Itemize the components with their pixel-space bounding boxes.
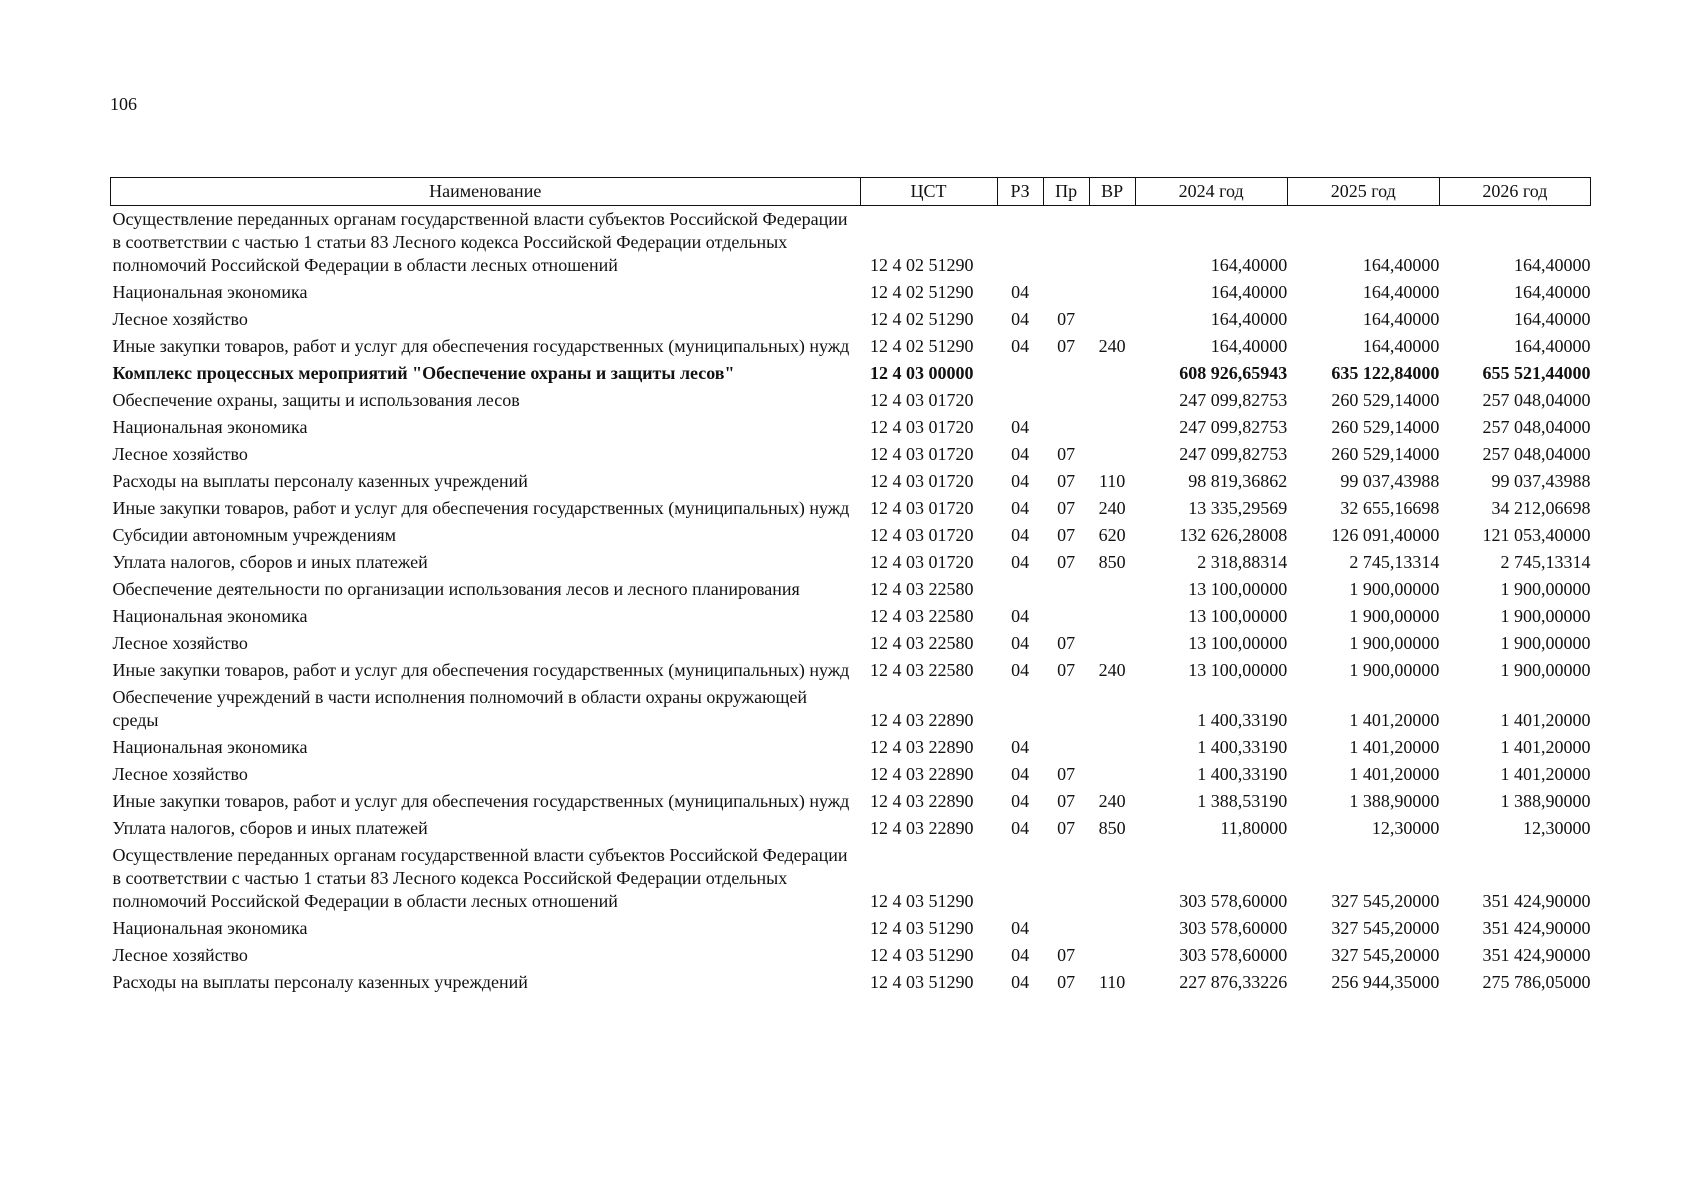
table-row xyxy=(111,842,1591,915)
cell-pr xyxy=(1043,842,1089,915)
cell-vr xyxy=(1089,279,1135,306)
cell-2024: 303 578,60000 xyxy=(1179,918,1288,938)
header-2026: 2026 год xyxy=(1439,178,1590,206)
cell-cst: 12 4 02 51290 xyxy=(870,336,974,356)
cell-name: Уплата налогов, сборов и иных платежей xyxy=(112,552,428,572)
cell-2026: 351 424,90000 xyxy=(1482,945,1591,965)
cell-cst: 12 4 03 01720 xyxy=(870,444,974,464)
table-row xyxy=(111,522,1591,549)
cell-2024: 98 819,36862 xyxy=(1188,471,1288,491)
cell-2025: 635 122,84000 xyxy=(1331,363,1440,383)
cell-2026: 257 048,04000 xyxy=(1482,390,1591,410)
cell-vr: 620 xyxy=(1098,525,1126,545)
cell-2026: 1 388,90000 xyxy=(1500,791,1591,811)
cell-vr xyxy=(1089,915,1135,942)
cell-rz xyxy=(997,684,1043,734)
cell-pr: 07 xyxy=(1057,791,1076,811)
cell-pr: 07 xyxy=(1057,818,1076,838)
cell-cst: 12 4 03 22890 xyxy=(870,737,974,757)
cell-name: Иные закупки товаров, работ и услуг для обеспечения государственных (муниципальных) нужд xyxy=(112,498,850,518)
cell-2024: 13 100,00000 xyxy=(1188,660,1288,680)
table-row xyxy=(111,414,1591,441)
cell-cst: 12 4 03 51290 xyxy=(870,918,974,938)
cell-2025: 164,40000 xyxy=(1362,282,1440,302)
cell-cst: 12 4 03 22890 xyxy=(870,710,974,730)
cell-pr xyxy=(1043,206,1089,280)
cell-name: Лесное хозяйство xyxy=(112,764,248,784)
table-row xyxy=(111,333,1591,360)
cell-2026: 2 745,13314 xyxy=(1500,552,1591,572)
cell-name: Национальная экономика xyxy=(112,918,308,938)
cell-2026: 257 048,04000 xyxy=(1482,417,1591,437)
cell-2026: 121 053,40000 xyxy=(1482,525,1591,545)
cell-rz: 04 xyxy=(1011,444,1030,464)
cell-2026: 34 212,06698 xyxy=(1491,498,1591,518)
header-rz: РЗ xyxy=(997,178,1043,206)
cell-cst: 12 4 03 22580 xyxy=(870,660,974,680)
cell-vr xyxy=(1089,206,1135,280)
cell-2025: 12,30000 xyxy=(1371,818,1440,838)
cell-2025: 260 529,14000 xyxy=(1331,417,1440,437)
cell-2024: 247 099,82753 xyxy=(1179,390,1288,410)
cell-pr: 07 xyxy=(1057,309,1076,329)
cell-rz: 04 xyxy=(1011,737,1030,757)
cell-rz: 04 xyxy=(1011,552,1030,572)
cell-rz xyxy=(997,206,1043,280)
cell-pr: 07 xyxy=(1057,444,1076,464)
cell-2025: 1 900,00000 xyxy=(1349,633,1440,653)
cell-pr: 07 xyxy=(1057,660,1076,680)
cell-rz: 04 xyxy=(1011,818,1030,838)
table-row xyxy=(111,630,1591,657)
cell-2026: 275 786,05000 xyxy=(1482,972,1591,992)
cell-vr xyxy=(1089,414,1135,441)
header-vr: ВР xyxy=(1089,178,1135,206)
cell-2024: 247 099,82753 xyxy=(1179,417,1288,437)
cell-2026: 1 900,00000 xyxy=(1500,660,1591,680)
header-cst: ЦСТ xyxy=(860,178,997,206)
table-row xyxy=(111,360,1591,387)
cell-pr: 07 xyxy=(1057,525,1076,545)
cell-2025: 1 900,00000 xyxy=(1349,606,1440,626)
cell-2024: 13 100,00000 xyxy=(1188,579,1288,599)
cell-vr: 240 xyxy=(1098,660,1126,680)
cell-2024: 303 578,60000 xyxy=(1179,891,1288,911)
cell-rz: 04 xyxy=(1011,633,1030,653)
cell-2024: 2 318,88314 xyxy=(1197,552,1288,572)
cell-vr xyxy=(1089,603,1135,630)
cell-2024: 164,40000 xyxy=(1210,336,1288,356)
table-body xyxy=(111,206,1591,997)
cell-rz xyxy=(997,576,1043,603)
cell-2026: 164,40000 xyxy=(1514,336,1591,356)
cell-rz: 04 xyxy=(1011,764,1030,784)
cell-name: Осуществление переданных органам государственной власти субъектов Российской Федерации в соответствии с частью 1 статьи 83 Лесного кодекса Российской Федерации отдельных полномочий Российской Федерации в области лесных отношений xyxy=(112,845,848,911)
cell-name: Иные закупки товаров, работ и услуг для обеспечения государственных (муниципальных) нужд xyxy=(112,336,850,356)
cell-pr: 07 xyxy=(1057,498,1076,518)
cell-vr xyxy=(1089,360,1135,387)
cell-pr xyxy=(1043,576,1089,603)
cell-pr xyxy=(1043,414,1089,441)
header-name: Наименование xyxy=(111,178,861,206)
cell-name: Национальная экономика xyxy=(112,417,308,437)
cell-2026: 164,40000 xyxy=(1514,255,1591,275)
cell-name: Лесное хозяйство xyxy=(112,633,248,653)
cell-2025: 1 900,00000 xyxy=(1349,579,1440,599)
cell-cst: 12 4 03 01720 xyxy=(870,390,974,410)
header-pr: Пр xyxy=(1043,178,1089,206)
cell-2024: 13 335,29569 xyxy=(1188,498,1288,518)
cell-2026: 99 037,43988 xyxy=(1491,471,1591,491)
cell-rz: 04 xyxy=(1011,336,1030,356)
cell-2024: 13 100,00000 xyxy=(1188,633,1288,653)
cell-pr: 07 xyxy=(1057,471,1076,491)
cell-2025: 1 401,20000 xyxy=(1349,737,1440,757)
cell-cst: 12 4 03 22580 xyxy=(870,579,974,599)
cell-cst: 12 4 03 22580 xyxy=(870,633,974,653)
cell-vr xyxy=(1089,761,1135,788)
cell-vr xyxy=(1089,942,1135,969)
cell-cst: 12 4 03 22580 xyxy=(870,606,974,626)
cell-2024: 1 400,33190 xyxy=(1197,710,1288,730)
cell-name: Иные закупки товаров, работ и услуг для обеспечения государственных (муниципальных) нужд xyxy=(112,660,850,680)
cell-vr: 240 xyxy=(1098,336,1126,356)
cell-2025: 260 529,14000 xyxy=(1331,390,1440,410)
cell-pr xyxy=(1043,684,1089,734)
cell-2025: 32 655,16698 xyxy=(1340,498,1440,518)
cell-name: Национальная экономика xyxy=(112,282,308,302)
cell-name: Осуществление переданных органам государственной власти субъектов Российской Федерации в соответствии с частью 1 статьи 83 Лесного кодекса Российской Федерации отдельных полномочий Российской Федерации в области лесных отношений xyxy=(112,209,848,275)
cell-rz: 04 xyxy=(1011,471,1030,491)
cell-vr: 850 xyxy=(1098,552,1126,572)
cell-2024: 1 388,53190 xyxy=(1197,791,1288,811)
cell-name: Иные закупки товаров, работ и услуг для обеспечения государственных (муниципальных) нужд xyxy=(112,791,850,811)
table-row xyxy=(111,942,1591,969)
cell-vr: 240 xyxy=(1098,791,1126,811)
cell-2024: 164,40000 xyxy=(1210,309,1288,329)
cell-vr xyxy=(1089,684,1135,734)
cell-pr xyxy=(1043,915,1089,942)
cell-2026: 12,30000 xyxy=(1523,818,1591,838)
cell-rz: 04 xyxy=(1011,660,1030,680)
cell-vr: 110 xyxy=(1098,972,1126,992)
cell-vr xyxy=(1089,441,1135,468)
cell-2025: 1 900,00000 xyxy=(1349,660,1440,680)
cell-rz: 04 xyxy=(1011,309,1030,329)
table-row xyxy=(111,495,1591,522)
cell-cst: 12 4 03 22890 xyxy=(870,791,974,811)
cell-2025: 99 037,43988 xyxy=(1340,471,1440,491)
cell-2025: 1 401,20000 xyxy=(1349,710,1440,730)
cell-cst: 12 4 03 00000 xyxy=(870,363,974,383)
table-row xyxy=(111,761,1591,788)
cell-name: Национальная экономика xyxy=(112,606,308,626)
cell-2024: 1 400,33190 xyxy=(1197,737,1288,757)
cell-rz: 04 xyxy=(1011,606,1030,626)
cell-cst: 12 4 02 51290 xyxy=(870,282,974,302)
cell-vr: 240 xyxy=(1098,498,1126,518)
cell-2025: 256 944,35000 xyxy=(1331,972,1440,992)
cell-cst: 12 4 02 51290 xyxy=(870,255,974,275)
cell-rz: 04 xyxy=(1011,525,1030,545)
cell-rz xyxy=(997,360,1043,387)
cell-cst: 12 4 03 51290 xyxy=(870,972,974,992)
table-row xyxy=(111,279,1591,306)
cell-rz: 04 xyxy=(1011,417,1030,437)
cell-2024: 608 926,65943 xyxy=(1179,363,1288,383)
cell-rz: 04 xyxy=(1011,918,1030,938)
cell-2025: 327 545,20000 xyxy=(1331,918,1440,938)
table-row xyxy=(111,684,1591,734)
cell-cst: 12 4 03 01720 xyxy=(870,471,974,491)
table-row xyxy=(111,306,1591,333)
cell-2026: 1 401,20000 xyxy=(1500,764,1591,784)
cell-2024: 227 876,33226 xyxy=(1179,972,1288,992)
cell-name: Уплата налогов, сборов и иных платежей xyxy=(112,818,428,838)
cell-pr xyxy=(1043,279,1089,306)
cell-2025: 164,40000 xyxy=(1362,336,1440,356)
cell-2024: 13 100,00000 xyxy=(1188,606,1288,626)
budget-table xyxy=(110,177,1591,996)
cell-2024: 132 626,28008 xyxy=(1179,525,1288,545)
cell-vr xyxy=(1089,630,1135,657)
table-header-row xyxy=(111,178,1591,206)
cell-pr: 07 xyxy=(1057,336,1076,356)
cell-2026: 257 048,04000 xyxy=(1482,444,1591,464)
cell-2026: 164,40000 xyxy=(1514,309,1591,329)
cell-rz xyxy=(997,387,1043,414)
cell-cst: 12 4 03 01720 xyxy=(870,525,974,545)
cell-cst: 12 4 03 51290 xyxy=(870,891,974,911)
cell-rz xyxy=(997,842,1043,915)
cell-name: Обеспечение учреждений в части исполнения полномочий в области охраны окружающей среды xyxy=(112,687,808,730)
cell-2026: 1 401,20000 xyxy=(1500,737,1591,757)
table-row xyxy=(111,468,1591,495)
cell-2024: 303 578,60000 xyxy=(1179,945,1288,965)
cell-name: Лесное хозяйство xyxy=(112,444,248,464)
cell-2026: 1 401,20000 xyxy=(1500,710,1591,730)
cell-vr xyxy=(1089,734,1135,761)
page-number: 106 xyxy=(110,94,137,114)
table-row xyxy=(111,734,1591,761)
cell-2026: 655 521,44000 xyxy=(1482,363,1591,383)
cell-2025: 327 545,20000 xyxy=(1331,945,1440,965)
cell-pr xyxy=(1043,360,1089,387)
cell-vr xyxy=(1089,306,1135,333)
cell-cst: 12 4 03 01720 xyxy=(870,552,974,572)
cell-name: Лесное хозяйство xyxy=(112,309,248,329)
table-row xyxy=(111,549,1591,576)
cell-cst: 12 4 03 22890 xyxy=(870,764,974,784)
cell-2025: 260 529,14000 xyxy=(1331,444,1440,464)
cell-name: Национальная экономика xyxy=(112,737,308,757)
header-2024: 2024 год xyxy=(1135,178,1287,206)
cell-2025: 164,40000 xyxy=(1362,309,1440,329)
cell-2026: 1 900,00000 xyxy=(1500,606,1591,626)
cell-pr: 07 xyxy=(1057,633,1076,653)
cell-2026: 351 424,90000 xyxy=(1482,891,1591,911)
cell-vr: 850 xyxy=(1098,818,1126,838)
cell-name: Обеспечение деятельности по организации использования лесов и лесного планирования xyxy=(112,579,800,599)
cell-name: Расходы на выплаты персоналу казенных учреждений xyxy=(112,972,528,992)
cell-2026: 164,40000 xyxy=(1514,282,1591,302)
cell-name: Комплекс процессных мероприятий "Обеспечение охраны и защиты лесов" xyxy=(112,363,735,383)
cell-2024: 164,40000 xyxy=(1210,255,1288,275)
cell-2026: 1 900,00000 xyxy=(1500,633,1591,653)
cell-2025: 2 745,13314 xyxy=(1349,552,1440,572)
cell-pr: 07 xyxy=(1057,945,1076,965)
cell-name: Обеспечение охраны, защиты и использования лесов xyxy=(112,390,520,410)
table-row xyxy=(111,915,1591,942)
cell-cst: 12 4 03 51290 xyxy=(870,945,974,965)
cell-vr xyxy=(1089,387,1135,414)
cell-cst: 12 4 03 01720 xyxy=(870,498,974,518)
cell-name: Расходы на выплаты персоналу казенных учреждений xyxy=(112,471,528,491)
header-2025: 2025 год xyxy=(1287,178,1439,206)
cell-pr: 07 xyxy=(1057,972,1076,992)
table-row xyxy=(111,576,1591,603)
cell-vr: 110 xyxy=(1098,471,1126,491)
cell-cst: 12 4 03 01720 xyxy=(870,417,974,437)
cell-name: Лесное хозяйство xyxy=(112,945,248,965)
cell-pr xyxy=(1043,387,1089,414)
cell-vr xyxy=(1089,842,1135,915)
cell-2026: 1 900,00000 xyxy=(1500,579,1591,599)
cell-2024: 11,80000 xyxy=(1220,818,1288,838)
table-row xyxy=(111,206,1591,280)
cell-cst: 12 4 02 51290 xyxy=(870,309,974,329)
table-row xyxy=(111,815,1591,842)
cell-rz: 04 xyxy=(1011,282,1030,302)
table-row xyxy=(111,788,1591,815)
table-row xyxy=(111,603,1591,630)
cell-2024: 247 099,82753 xyxy=(1179,444,1288,464)
cell-2024: 1 400,33190 xyxy=(1197,764,1288,784)
cell-pr xyxy=(1043,603,1089,630)
table-row xyxy=(111,441,1591,468)
cell-pr: 07 xyxy=(1057,764,1076,784)
cell-cst: 12 4 03 22890 xyxy=(870,818,974,838)
table-row xyxy=(111,969,1591,996)
cell-name: Субсидии автономным учреждениям xyxy=(112,525,397,545)
cell-vr xyxy=(1089,576,1135,603)
cell-pr: 07 xyxy=(1057,552,1076,572)
cell-rz: 04 xyxy=(1011,498,1030,518)
cell-2025: 126 091,40000 xyxy=(1331,525,1440,545)
cell-2025: 1 388,90000 xyxy=(1349,791,1440,811)
cell-2025: 1 401,20000 xyxy=(1349,764,1440,784)
cell-2025: 327 545,20000 xyxy=(1331,891,1440,911)
table-row xyxy=(111,387,1591,414)
table-row xyxy=(111,657,1591,684)
cell-2024: 164,40000 xyxy=(1210,282,1288,302)
cell-2026: 351 424,90000 xyxy=(1482,918,1591,938)
cell-pr xyxy=(1043,734,1089,761)
cell-rz: 04 xyxy=(1011,791,1030,811)
cell-rz: 04 xyxy=(1011,945,1030,965)
cell-2025: 164,40000 xyxy=(1362,255,1440,275)
cell-rz: 04 xyxy=(1011,972,1030,992)
